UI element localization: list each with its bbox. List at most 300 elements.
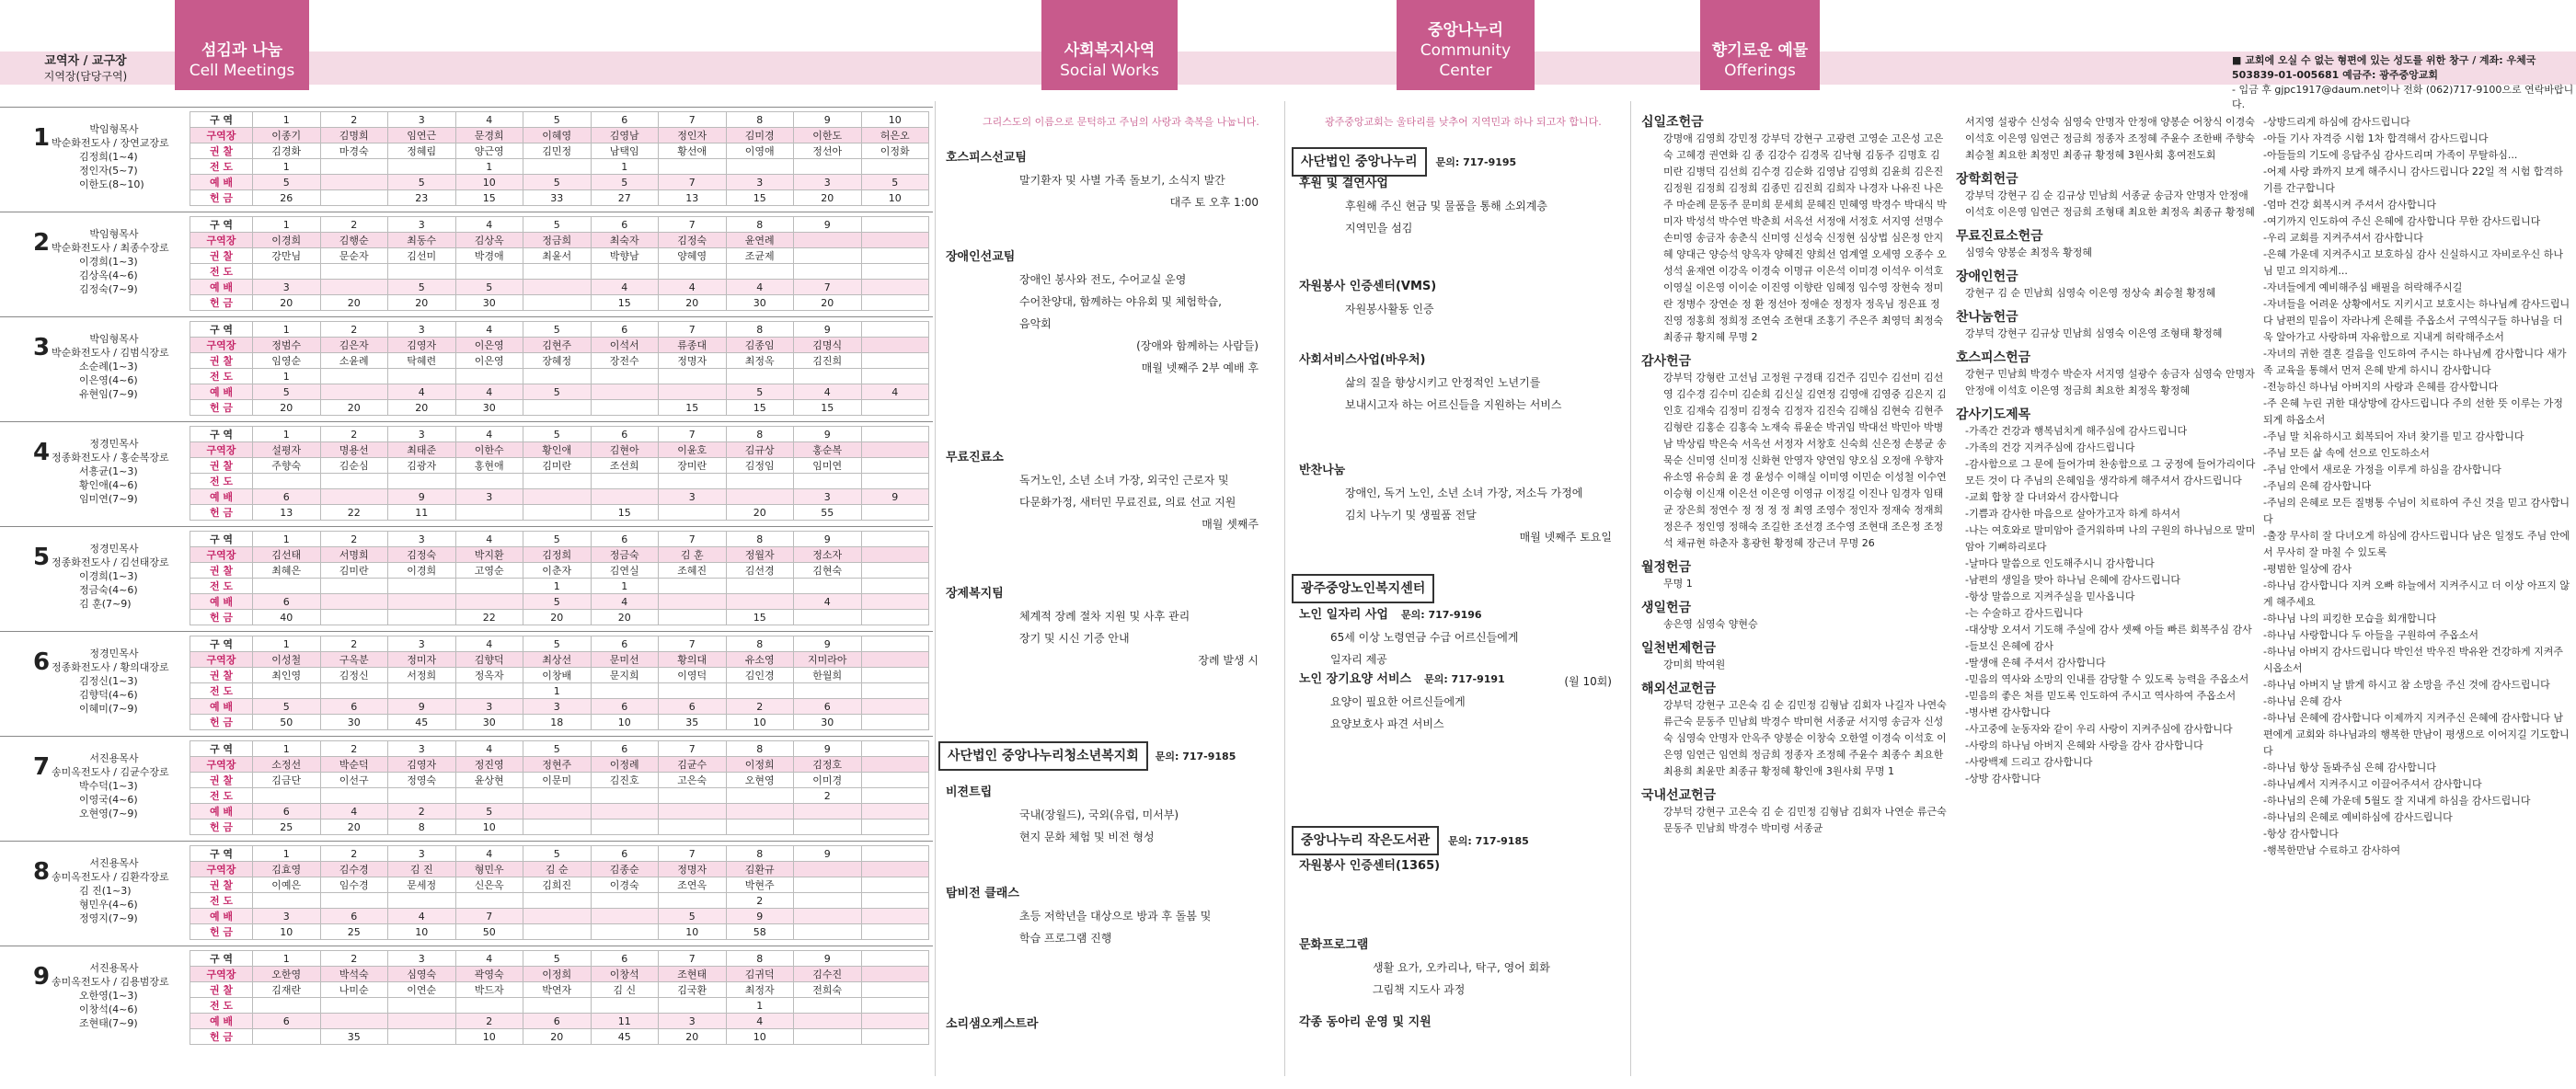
community-item-schedule: (월 10회)	[1564, 675, 1612, 688]
table-cell	[659, 804, 727, 820]
table-cell: 이은영	[455, 338, 523, 353]
group-sep: /	[109, 137, 121, 149]
table-cell: 최태준	[388, 442, 456, 458]
table-cell: 4	[455, 384, 523, 400]
table-cell	[794, 610, 862, 625]
table-row	[190, 982, 929, 998]
table-cell	[523, 893, 592, 909]
table-cell: 이윤호	[659, 442, 727, 458]
community-item	[1299, 934, 1612, 1001]
group-leader-line	[52, 346, 177, 360]
table-cell: 김진호	[591, 773, 659, 788]
table-cell: 15	[726, 190, 794, 206]
table-cell: 임수경	[320, 877, 388, 893]
table-row	[190, 820, 929, 835]
table-cell: 9	[726, 909, 794, 924]
table-cell	[861, 668, 929, 683]
table-header-cell: 8	[726, 427, 794, 442]
group-subleader: 이창석(4~6)	[79, 1003, 138, 1015]
table-cell: 5	[861, 175, 929, 190]
social-item-line: 말기환자 및 사별 가족 돌보기, 소식지 발간	[1019, 174, 1225, 187]
community-item	[1299, 173, 1612, 239]
table-cell: 4	[388, 909, 456, 924]
table-cell: 서명희	[320, 547, 388, 563]
table-cell	[388, 610, 456, 625]
table-cell: 이성철	[253, 652, 321, 668]
table-cell: 10	[455, 820, 523, 835]
community-item	[1299, 276, 1612, 320]
table-cell	[726, 264, 794, 280]
table-cell	[659, 893, 727, 909]
offering-names: 강미희 박여원	[1663, 659, 1726, 671]
table-header-cell: 9	[794, 532, 862, 547]
table-row	[190, 128, 929, 143]
row-label: 전 도	[190, 998, 253, 1014]
table-cell: 35	[320, 1029, 388, 1045]
group-subleader: 오한영(1~3)	[79, 990, 138, 1002]
table-cell	[861, 652, 929, 668]
table-cell: 9	[388, 699, 456, 715]
table-cell: 김상옥	[455, 233, 523, 248]
table-cell	[861, 610, 929, 625]
community-item-line: 보내시고자 하는 어르신들을 지원하는 서비스	[1345, 398, 1562, 411]
table-cell: 8	[388, 820, 456, 835]
table-cell: 곽영숙	[455, 967, 523, 982]
row-label: 헌 금	[190, 715, 253, 730]
table-cell: 3	[523, 699, 592, 715]
table-cell	[523, 280, 592, 295]
table-cell	[861, 924, 929, 940]
group-pastor: 박임형목사	[89, 123, 139, 135]
offering-names: 강명애 김영희 강민정 강부덕 강현구 고광련 고영순 고은성 고은숙 고혜경 권연화 김 종 김강수 김경목 김낙형 김동주 김명호 김미란 김병덕 김선희 김수경 김순화 김영남 김영희 김윤희 김은진 김정원 김정희 김정희 김종민 김진희 김희자 나경자 나유진 나은주 마순례 문동주 문미희 문세희 문혜진 민혜영 박경수 박대식 박미자 박성석 박수연 박춘희 서옥선 서정애 서정호 서지영 선명수 손미영 송금자 송춘식 신미영 신성숙 신정현 심상법 심은정 안지혜 양대근 양승석 양옥자 양혜진 양희선 엄계열 오세영 오종수 오성석 윤재연 이강옥 이경숙 이명규 이은석 이미경 이석우 이석호 이영실 이은영 이이순 이진영 이향란 임혜정 임수영 장현숙 정미란 정병수 장연순 정 환 정선아 정애순 정정자 정옥님 정은표 정진영 정홍희 정희정 조연숙 조현대 조홍기 주은주 최영덕 최정숙 최종규 황지혜 무명 2	[1663, 132, 1947, 343]
table-cell: 15	[455, 190, 523, 206]
group-table	[190, 111, 929, 206]
table-header-cell: 1	[253, 741, 321, 757]
table-cell: 최숙자	[591, 233, 659, 248]
community-item-head	[1299, 603, 1612, 626]
table-cell: 55	[794, 505, 862, 521]
table-cell	[388, 474, 456, 489]
table-header-cell: 9	[794, 951, 862, 967]
table-cell: 장혜정	[523, 353, 592, 369]
table-cell	[388, 788, 456, 804]
tab-offerings[interactable]	[1700, 0, 1820, 90]
group-table	[190, 636, 929, 730]
row-label: 전 도	[190, 788, 253, 804]
table-cell: 10	[388, 924, 456, 940]
table-header-cell: 4	[455, 846, 523, 862]
table-cell	[659, 264, 727, 280]
table-cell: 박순덕	[320, 757, 388, 773]
table-cell: 양근영	[455, 143, 523, 159]
group-pastor: 정경민목사	[89, 543, 139, 555]
table-cell: 장미란	[659, 458, 727, 474]
table-cell	[320, 893, 388, 909]
table-header-cell	[861, 322, 929, 338]
table-cell: 정옥자	[455, 668, 523, 683]
table-cell: 15	[591, 295, 659, 311]
account-info	[2232, 53, 2576, 112]
group-subleader: 임미연(7~9)	[79, 493, 138, 505]
group-info	[52, 332, 177, 401]
table-cell: 20	[659, 295, 727, 311]
table-header-cell: 10	[861, 112, 929, 128]
offering-title: 월정헌금	[1641, 560, 1692, 575]
offering-group	[1956, 309, 2256, 342]
table-header-row	[190, 636, 929, 652]
table-cell: 이정희	[726, 757, 794, 773]
group-number: 5	[33, 544, 51, 571]
table-cell: 30	[320, 715, 388, 730]
table-header-cell: 3	[388, 217, 456, 233]
table-header-cell: 2	[320, 322, 388, 338]
row-label: 전 도	[190, 683, 253, 699]
table-header-cell: 7	[659, 741, 727, 757]
table-cell: 김효영	[253, 862, 321, 877]
community-item	[1299, 350, 1612, 416]
table-cell	[523, 489, 592, 505]
table-cell: 5	[253, 175, 321, 190]
row-label: 구역장	[190, 442, 253, 458]
table-cell: 문순자	[320, 248, 388, 264]
table-row	[190, 804, 929, 820]
group-number: 7	[33, 753, 51, 781]
leader-header-title: 교역자 / 교구장	[44, 54, 127, 68]
table-header-label: 구 역	[190, 427, 253, 442]
table-row	[190, 143, 929, 159]
tab-subtitle: Social Works	[1060, 62, 1159, 80]
table-cell	[861, 683, 929, 699]
table-cell	[591, 893, 659, 909]
table-header-cell: 4	[455, 741, 523, 757]
offerings-column	[1956, 114, 2256, 795]
table-cell	[455, 579, 523, 594]
table-cell: 22	[455, 610, 523, 625]
table-cell	[253, 1029, 321, 1045]
youth-welfare-title: 사단법인 중앙나누리청소년복지회	[938, 741, 1148, 771]
table-cell: 20	[320, 820, 388, 835]
table-row	[190, 610, 929, 625]
table-cell: 정명자	[659, 862, 727, 877]
table-cell	[726, 579, 794, 594]
row-label: 구역장	[190, 233, 253, 248]
group-leader-line	[52, 660, 177, 674]
table-row	[190, 547, 929, 563]
table-cell: 소윤례	[320, 353, 388, 369]
leader-header	[0, 53, 171, 84]
table-header-cell: 3	[388, 846, 456, 862]
offering-title: 감사기도제목	[1956, 407, 2031, 422]
table-cell: 이한도	[794, 128, 862, 143]
community-item-title: 자원봉사 인증센터(1365)	[1299, 859, 1441, 873]
table-cell	[591, 369, 659, 384]
table-cell: 윤연례	[726, 233, 794, 248]
group-subleader: 소순례(1~3)	[79, 361, 138, 373]
table-cell: 최상선	[523, 652, 592, 668]
table-cell: 1	[253, 369, 321, 384]
group-subleader: 이영국(4~6)	[79, 794, 138, 806]
table-header-cell: 6	[591, 112, 659, 128]
row-label: 예 배	[190, 175, 253, 190]
youth-item-title: 탐비전 클래스	[946, 887, 1019, 900]
social-item-line: 수어찬양대, 함께하는 야유회 및 체험학습,	[1019, 295, 1222, 308]
community-item	[1299, 1012, 1612, 1034]
row-label: 전 도	[190, 264, 253, 280]
table-cell	[591, 924, 659, 940]
table-cell	[591, 264, 659, 280]
table-cell: 양혜영	[659, 248, 727, 264]
table-header-cell: 6	[591, 217, 659, 233]
community-item-line: 일자리 제공	[1330, 653, 1387, 666]
social-item	[946, 583, 1259, 671]
table-cell: 유소영	[726, 652, 794, 668]
group-info	[52, 122, 177, 191]
table-cell: 정미자	[388, 652, 456, 668]
table-cell	[861, 563, 929, 579]
group-pastor: 박임형목사	[89, 333, 139, 345]
table-cell: 20	[523, 1029, 592, 1045]
community-box-title: 사단법인 중앙나누리	[1292, 147, 1427, 177]
table-header-cell: 4	[455, 322, 523, 338]
table-cell	[861, 264, 929, 280]
group-number: 2	[33, 229, 51, 257]
table-cell: 18	[523, 715, 592, 730]
tab-community-center[interactable]	[1397, 0, 1535, 90]
table-cell: 13	[253, 505, 321, 521]
table-cell: 최정옥	[726, 353, 794, 369]
group-leader-line	[52, 556, 177, 569]
table-cell	[659, 610, 727, 625]
offering-group	[1641, 353, 1949, 552]
table-cell: 정영숙	[388, 773, 456, 788]
tab-social-works[interactable]	[1041, 0, 1178, 90]
cell-group	[0, 316, 933, 425]
table-cell	[591, 683, 659, 699]
table-cell	[726, 489, 794, 505]
table-cell: 30	[726, 295, 794, 311]
table-cell: 김현숙	[794, 563, 862, 579]
table-cell: 임영순	[253, 353, 321, 369]
table-cell: 김정희	[523, 547, 592, 563]
table-cell: 10	[455, 1029, 523, 1045]
table-cell: 김민정	[523, 143, 592, 159]
table-cell: 5	[591, 175, 659, 190]
table-cell: 김 신	[591, 982, 659, 998]
table-cell: 40	[253, 610, 321, 625]
tab-title: 향기로운 예물	[1711, 41, 1809, 60]
table-cell: 정금숙	[591, 547, 659, 563]
table-cell: 2	[455, 1014, 523, 1029]
table-cell: 김재란	[253, 982, 321, 998]
table-cell: 15	[794, 400, 862, 416]
table-cell: 이예은	[253, 877, 321, 893]
table-cell	[591, 788, 659, 804]
table-cell: 박석숙	[320, 967, 388, 982]
table-cell: 20	[320, 400, 388, 416]
offering-title: 국내선교헌금	[1641, 788, 1717, 803]
community-item-title: 후원 및 결연사업	[1299, 177, 1388, 190]
table-cell	[455, 998, 523, 1014]
social-item-schedule: 매월 넷째주 2부 예배 후	[1141, 361, 1259, 374]
table-row	[190, 233, 929, 248]
cell-group	[0, 736, 933, 844]
table-cell: 이경숙	[591, 877, 659, 893]
table-cell: 이문미	[523, 773, 592, 788]
table-cell: 윤상현	[455, 773, 523, 788]
table-cell: 심영숙	[388, 967, 456, 982]
cell-group	[0, 526, 933, 635]
table-cell: 7	[455, 909, 523, 924]
group-subleader: 이경희(1~3)	[79, 570, 138, 582]
table-cell	[861, 547, 929, 563]
offering-title: 십일조헌금	[1641, 115, 1704, 130]
table-row	[190, 353, 929, 369]
table-header-cell: 2	[320, 217, 388, 233]
row-label: 권 찰	[190, 248, 253, 264]
table-cell: 최인영	[253, 668, 321, 683]
table-cell: 3	[455, 699, 523, 715]
table-cell	[455, 788, 523, 804]
table-header-cell: 6	[591, 532, 659, 547]
table-header-cell: 7	[659, 427, 727, 442]
group-info	[52, 856, 177, 925]
table-cell: 김은자	[320, 338, 388, 353]
table-cell: 정소자	[794, 547, 862, 563]
group-region: 김환각장로	[120, 871, 169, 883]
offering-names: -가족간 건강과 행복넘치게 해주심에 감사드립니다 -가족의 건강 지켜주심에 감사드립니다 -감사함으로 그 문에 들어가며 찬송함으로 그 궁정에 들어가리이다 모든 것이 다 주님의 은혜임을 생각하게 해주셔서 감사드립니다 -교회 합창 잘 다녀와서 감사합니다 -기쁨과 감사한 마음으로 살아가고자 하게 하셔서 -나는 여호와로 말미암아 즐거워하며 나의 구원의 하나님으로 말미암아 기뻐하리로다 -날마다 말씀으로 인도해주시니 감사합니다 -남편의 생일을 맞아 하나님 은혜에 감사드립니다 -항상 말씀으로 지켜주실을 믿사옵니다 -는 수술하고 감사드립니다 -대상방 오셔서 기도해 주실에 감사 셋째 아들 빠른 회복주심 감사 -들보신 은혜에 감사 -딸생애 은혜 주셔서 감사합니다 -믿음의 역사와 소망의 인내를 감당할 수 있도록 능력을 주옵소서 -믿음의 좋은 처를 믿도록 인도하여 주시고 역사하여 주옵소서 -병사변 감사합니다 -사고중에 눈동자와 같이 우리 사랑이 지켜주심에 감사합니다 -사랑의 하나님 아버지 은혜와 사랑을 감사 감사합니다 -사랑백제 드리고 감사합니다 -상방 감사합니다	[1965, 425, 2256, 785]
table-header-cell: 2	[320, 532, 388, 547]
table-cell	[253, 264, 321, 280]
youth-item	[946, 1014, 1259, 1036]
group-leader: 송미옥전도사	[52, 976, 110, 988]
table-header-cell: 2	[320, 741, 388, 757]
table-row	[190, 699, 929, 715]
table-header-cell	[861, 532, 929, 547]
table-header-cell: 2	[320, 636, 388, 652]
table-header-cell: 3	[388, 741, 456, 757]
table-cell: 임미연	[794, 458, 862, 474]
table-cell	[591, 474, 659, 489]
offering-title: 찬나눔헌금	[1956, 310, 2018, 325]
cell-group	[0, 421, 933, 530]
table-cell: 6	[253, 804, 321, 820]
table-cell: 김선태	[253, 547, 321, 563]
group-subleader: 오현영(7~9)	[79, 808, 138, 820]
table-header-cell: 1	[253, 532, 321, 547]
table-cell	[253, 579, 321, 594]
group-info	[52, 227, 177, 296]
table-cell: 58	[726, 924, 794, 940]
table-cell: 20	[794, 190, 862, 206]
table-header-cell: 4	[455, 532, 523, 547]
table-header-cell: 1	[253, 217, 321, 233]
group-number: 8	[33, 858, 51, 886]
row-label: 구역장	[190, 547, 253, 563]
table-cell	[861, 877, 929, 893]
table-cell: 33	[523, 190, 592, 206]
row-label: 예 배	[190, 384, 253, 400]
table-cell: 정명자	[659, 353, 727, 369]
row-label: 전 도	[190, 893, 253, 909]
table-cell: 3	[455, 489, 523, 505]
table-cell: 5	[388, 280, 456, 295]
group-sep: /	[109, 766, 121, 778]
table-cell: 20	[591, 610, 659, 625]
table-cell: 김정호	[794, 757, 862, 773]
table-cell: 정인자	[659, 128, 727, 143]
table-cell: 김영남	[591, 128, 659, 143]
group-number: 6	[33, 648, 51, 676]
group-leader: 송미옥전도사	[52, 766, 110, 778]
table-cell	[726, 159, 794, 175]
tab-cell-meetings[interactable]	[175, 0, 309, 90]
table-cell: 25	[320, 924, 388, 940]
offering-title: 생일헌금	[1641, 601, 1692, 615]
table-cell: 임연근	[388, 128, 456, 143]
table-cell: 2	[726, 699, 794, 715]
table-cell	[523, 400, 592, 416]
table-cell: 박연자	[523, 982, 592, 998]
group-subleader: 이은영(4~6)	[79, 374, 138, 386]
table-cell	[659, 369, 727, 384]
table-cell: 서정희	[388, 668, 456, 683]
table-cell: 4	[320, 804, 388, 820]
table-cell: 3	[253, 280, 321, 295]
table-cell: 문미선	[591, 652, 659, 668]
community-item-line: 65세 이상 노령연금 수급 어르신들에게	[1330, 631, 1519, 644]
table-cell	[861, 594, 929, 610]
table-cell: 김 진	[388, 862, 456, 877]
offering-group	[1956, 114, 2256, 164]
row-label: 권 찰	[190, 982, 253, 998]
header-band	[0, 52, 2576, 85]
table-header-cell: 5	[523, 322, 592, 338]
group-leader-line	[52, 765, 177, 779]
youth-item-title: 비젼트립	[946, 785, 993, 799]
table-row	[190, 683, 929, 699]
table-cell	[659, 788, 727, 804]
table-cell	[794, 862, 862, 877]
table-header-row	[190, 427, 929, 442]
social-item-line: 체계적 장례 절차 지원 및 사후 관리	[1019, 610, 1190, 623]
community-item-line: 생활 요가, 오카리나, 탁구, 영어 회화	[1373, 961, 1550, 974]
table-cell: 6	[659, 699, 727, 715]
row-label: 구역장	[190, 338, 253, 353]
community-box	[1292, 574, 1434, 603]
table-header-cell: 3	[388, 427, 456, 442]
table-cell	[794, 474, 862, 489]
table-cell: 김진희	[794, 353, 862, 369]
table-cell	[861, 233, 929, 248]
offering-names: 송은영 심영숙 양현승	[1663, 618, 1758, 630]
table-cell: 26	[253, 190, 321, 206]
table-row	[190, 175, 929, 190]
offering-title: 장학회헌금	[1956, 172, 2018, 187]
table-cell: 5	[659, 909, 727, 924]
offerings-column	[1641, 114, 1949, 844]
row-label: 예 배	[190, 594, 253, 610]
table-row	[190, 190, 929, 206]
offering-names: 강부덕 강현구 김 순 김규상 민남희 서종균 송금자 안명자 안정애 이석호 이은영 임연근 정금희 조형태 최요한 최정옥 최종규 황정혜	[1965, 189, 2255, 218]
group-info	[52, 542, 177, 611]
table-header-cell: 3	[388, 322, 456, 338]
table-cell: 2	[726, 893, 794, 909]
table-cell	[861, 982, 929, 998]
youth-item-line: 학습 프로그램 진행	[1019, 932, 1112, 945]
table-cell	[320, 474, 388, 489]
table-cell	[794, 233, 862, 248]
table-cell: 김정신	[320, 668, 388, 683]
